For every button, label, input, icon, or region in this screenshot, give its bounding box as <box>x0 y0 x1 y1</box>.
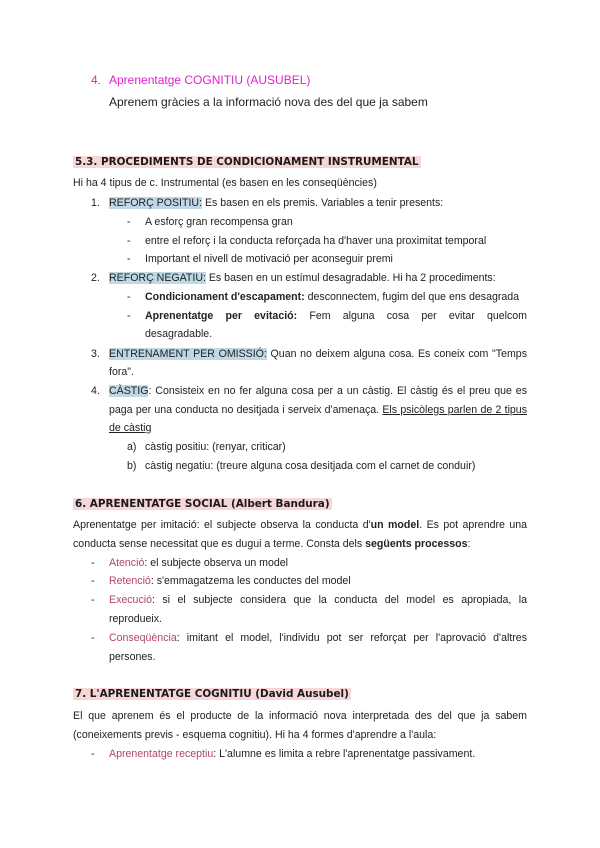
dash: - <box>127 235 131 247</box>
sub-letter: b) <box>127 460 137 472</box>
dash: - <box>91 557 95 569</box>
term-description: Es basen en un estímul desagradable. Hi ha 2 procediments: <box>205 272 496 284</box>
list-item-reforc-negatiu <box>109 271 496 285</box>
heading-text: 5.3. PROCEDIMENTS DE CONDICIONAMENT INSTRUMENTAL <box>75 156 419 168</box>
sub-letter: a) <box>127 441 137 453</box>
form-item <box>109 747 475 761</box>
bullet-text <box>145 290 519 304</box>
dash: - <box>91 748 95 760</box>
sub-item-text: càstig positiu: (renyar, criticar) <box>145 441 286 453</box>
process-description: : el subjecte observa un model <box>144 557 289 569</box>
process-item <box>109 574 351 588</box>
process-item <box>109 556 288 570</box>
plain-text: paga per una conducta no desitjada i serveix d'amenaça. <box>109 404 383 416</box>
list-number: 4. <box>91 385 100 397</box>
paragraph-line: El que aprenem és el producte de la informació nova interpretada des del que ja sabem <box>73 710 527 722</box>
text: : <box>467 538 471 550</box>
dash: - <box>127 253 131 265</box>
list-number: 1. <box>91 197 100 209</box>
dash: - <box>127 310 131 322</box>
paragraph-line: (coneixements previs - esquema cognitiu). Hi ha 4 formes d'aprendre a l'aula: <box>73 729 437 741</box>
text: conducta sense necessitat que es dugui a terme. Consta dels <box>73 538 366 550</box>
section-heading-5-3 <box>73 155 421 169</box>
underlined-text: de càstig <box>109 422 152 434</box>
term-description: : Consisteix en no fer alguna cosa per a un càstig. El càstig és el preu que es <box>148 385 527 397</box>
form-description: : L'alumne es limita a rebre l'aprenentatge passivament. <box>213 748 476 760</box>
term: REFORÇ POSITIU: <box>109 197 202 209</box>
item-text: Aprenem gràcies a la informació nova des del que ja sabem <box>109 95 428 109</box>
term: REFORÇ NEGATIU: <box>109 272 206 284</box>
list-item-entrenament-omissio <box>109 347 527 361</box>
process-term: Atenció <box>109 557 145 569</box>
item-continuation <box>109 403 527 417</box>
bullet-description: Fem alguna cosa per evitar quelcom <box>297 310 527 322</box>
section-heading-7 <box>73 687 351 701</box>
process-description: : s'emmagatzema les conductes del model <box>150 575 351 587</box>
intro-text: Hi ha 4 tipus de c. Instrumental (es basen en les conseqüències) <box>73 177 377 189</box>
dash: - <box>127 216 131 228</box>
heading-text: 7. L'APRENENTATGE COGNITIU (David Ausubel) <box>75 688 349 700</box>
term-description: Es basen en els premis. Variables a tenir presents: <box>202 197 444 209</box>
list-item-reforc-positiu <box>109 196 443 210</box>
dash: - <box>91 632 95 644</box>
sub-item-text: càstig negatiu: (treure alguna cosa desitjada com el carnet de conduir) <box>145 460 476 472</box>
term: ENTRENAMENT PER OMISSIÓ: <box>109 348 267 360</box>
dash: - <box>127 291 131 303</box>
bullet-term: Aprenentatge per evitació: <box>145 310 298 322</box>
bullet-text: entre el reforç i la conducta reforçada ha d'haver una proximitat temporal <box>145 235 487 247</box>
term-description: Quan no deixem alguna cosa. Es coneix com "Temps <box>266 348 527 360</box>
process-term: Execució <box>109 594 152 606</box>
bold-text: un model <box>370 519 420 531</box>
bullet-description: desconnectem, fugim del que ens desagrada <box>304 291 520 303</box>
bullet-term: Condicionament d'escapament: <box>145 291 305 303</box>
item-title: Aprenentatge COGNITIU (AUSUBEL) <box>109 73 311 87</box>
process-continuation: persones. <box>109 651 156 663</box>
process-item <box>109 593 527 607</box>
text: . Es pot aprendre una <box>419 519 527 531</box>
form-term: Aprenentatge receptiu <box>109 748 214 760</box>
text: Aprenentatge per imitació: el subjecte observa la conducta d' <box>73 519 371 531</box>
list-item-castig <box>109 384 527 398</box>
process-description: : si el subjecte considera que la conducta del model es apropiada, la <box>152 594 527 606</box>
bullet-text: A esforç gran recompensa gran <box>145 216 293 228</box>
item-continuation: fora". <box>109 366 134 378</box>
dash: - <box>91 594 95 606</box>
heading-text: 6. APRENENTATGE SOCIAL (Albert Bandura) <box>75 498 330 510</box>
process-continuation: reprodueix. <box>109 613 162 625</box>
item-number: 4. <box>91 73 102 87</box>
bullet-text <box>145 309 527 323</box>
list-number: 2. <box>91 272 100 284</box>
list-number: 3. <box>91 348 100 360</box>
process-term: Conseqüència <box>109 632 177 644</box>
term: CÀSTIG <box>109 385 149 397</box>
bullet-text: Important el nivell de motivació per aconseguir premi <box>145 253 393 265</box>
paragraph-line <box>73 537 471 551</box>
process-term: Retenció <box>109 575 151 587</box>
paragraph-line <box>73 518 527 532</box>
process-description: : imitant el model, l'individu pot ser reforçat per l'aprovació d'altres <box>176 632 527 644</box>
dash: - <box>91 575 95 587</box>
underlined-text: Els psicòlegs parlen de 2 tipus <box>382 404 527 416</box>
bullet-continuation: desagradable. <box>145 328 213 340</box>
process-item <box>109 631 527 645</box>
bold-text: següents processos <box>365 538 468 550</box>
section-heading-6 <box>73 497 332 511</box>
